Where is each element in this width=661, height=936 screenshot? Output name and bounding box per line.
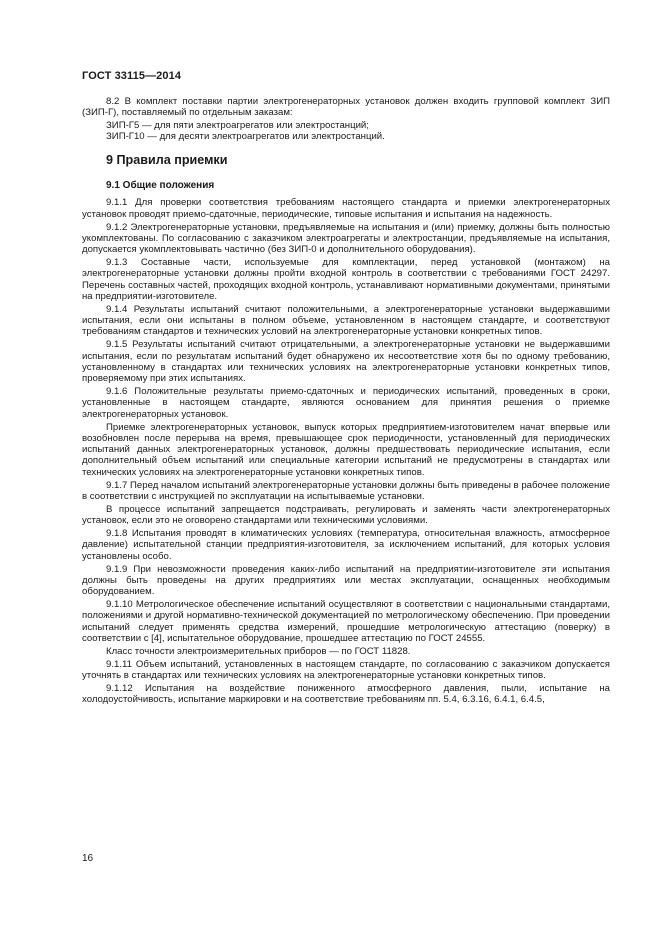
subsection-heading: 9.1 Общие положения bbox=[106, 180, 215, 192]
paragraph-9-1-1: 9.1.1 Для проверки соответствия требованиям настоящего стандарта и приемки электрогенераторных установок проводят приемо-сдаточные, периодические, типовые испытания и испытания на надежность. bbox=[82, 197, 610, 220]
document-body bbox=[82, 96, 610, 707]
paragraph-9-1-10: 9.1.10 Метрологическое обеспечение испытаний осуществляют в соответствии с национальными стандартами, положениями и другой нормативно-технической документацией по метрологическому обеспечению. При проведении испытаний следует применять средства измерений, прошедшие метрологическую аттестацию (поверку) в соответствии с [4], испытательное оборудование, прошедшее аттестацию по ГОСТ 24555. bbox=[82, 599, 610, 644]
paragraph-9-1-10-cont: Класс точности электроизмерительных приборов — по ГОСТ 11828. bbox=[106, 645, 411, 657]
paragraph-9-1-12: 9.1.12 Испытания на воздействие пониженного атмосферного давления, пыли, испытание на холодоустойчивость, испытание маркировки и на соответствие требованиям пп. 5.4, 6.3.16, 6.4.1, 6.4.5, bbox=[82, 682, 610, 706]
paragraph-9-1-6-cont: Приемке электрогенераторных установок, выпуск которых предприятием-изготовителем начат впервые или возобновлен после перерыва на время, превышающее срок периодичности, установленный для периодических испытаний данных электрогенераторных установок, должны предшествовать периодические испытания, если дополнительный объем испытаний или специальные категории испытаний не предусмотрены в стандартах или технических условиях на электрогенераторные установки конкретных типов. bbox=[82, 421, 610, 478]
page-number: 16 bbox=[82, 853, 94, 864]
intro-paragraph: 8.2 В комплект поставки партии электрогенераторных установок должен входить групповой комплект ЗИП (ЗИП-Г), поставляемый по отдельным заказам: bbox=[82, 96, 610, 119]
intro-list-item: ЗИП-Г10 — для десяти электроагрегатов или электростанций. bbox=[106, 131, 385, 143]
intro-list-item: ЗИП-Г5 — для пяти электроагрегатов или электростанций; bbox=[106, 120, 369, 132]
paragraph-9-1-11: 9.1.11 Объем испытаний, установленных в настоящем стандарте, по согласованию с заказчиком допускается уточнять в стандартах или технических условиях на электрогенераторные установки конкретных типов. bbox=[82, 658, 610, 681]
paragraph-9-1-8: 9.1.8 Испытания проводят в климатических условиях (температура, относительная влажность, атмосферное давление) испытательной станции предприятия-изготовителя, за исключением испытаний, для которых условия установлены особо. bbox=[82, 528, 610, 562]
paragraph-9-1-3: 9.1.3 Составные части, используемые для комплектации, перед установкой (монтажом) на электрогенераторные установки должны пройти входной контроль в соответствии с требованиями ГОСТ 24297. Перечень составных частей, проходящих входной контроль, устанавливают нормативными документами, принятыми на предприятии-изготовителе. bbox=[82, 257, 610, 302]
paragraph-9-1-4: 9.1.4 Результаты испытаний считают положительными, а электрогенераторные установки выдержавшими испытания, если они испытаны в полном объеме, установленном в настоящем стандарте, и соответствуют требованиям стандартов и технических условий на электрогенераторные установки конкретных типов. bbox=[82, 303, 610, 338]
section-heading: 9 Правила приемки bbox=[106, 152, 228, 167]
paragraph-9-1-2: 9.1.2 Электрогенераторные установки, предъявляемые на испытания и (или) приемку, должны быть полностью укомплектованы. По согласованию с заказчиком электроагрегаты и электростанции, предъявляемые на испытания, допускается укомплектовывать частично (без ЗИП-0 и дополнительного оборудования). bbox=[82, 221, 610, 256]
document-header: ГОСТ 33115—2014 bbox=[82, 70, 182, 82]
paragraph-9-1-7-cont: В процессе испытаний запрещается подстраивать, регулировать и заменять части электрогенераторных установок, если это не оговорено стандартами или техническими условиями. bbox=[82, 503, 610, 527]
paragraph-9-1-9: 9.1.9 При невозможности проведения каких-либо испытаний на предприятии-изготовителе эти испытания должны быть проведены на других предприятиях или местах эксплуатации, оснащенных необходимым оборудованием. bbox=[82, 563, 610, 598]
paragraph-9-1-5: 9.1.5 Результаты испытаний считают отрицательными, а электрогенераторные установки не выдержавшими испытания, если по результатам испытаний будет обнаружено их несоответствие хотя бы по одному требованию, установленному в стандартах или технических условиях на электрогенераторные установки конкретных типов, проверяемому при этих испытаниях. bbox=[82, 339, 610, 385]
paragraph-9-1-7: 9.1.7 Перед началом испытаний электрогенераторные установки должны быть приведены в рабочее положение в соответствии с инструкцией по эксплуатации на испытываемые установки. bbox=[82, 479, 610, 502]
paragraph-9-1-6: 9.1.6 Положительные результаты приемо-сдаточных и периодических испытаний, проведенных в сроки, установленные в настоящем стандарте, являются основанием для принятия решения о приемке электрогенераторных установок. bbox=[82, 386, 610, 420]
